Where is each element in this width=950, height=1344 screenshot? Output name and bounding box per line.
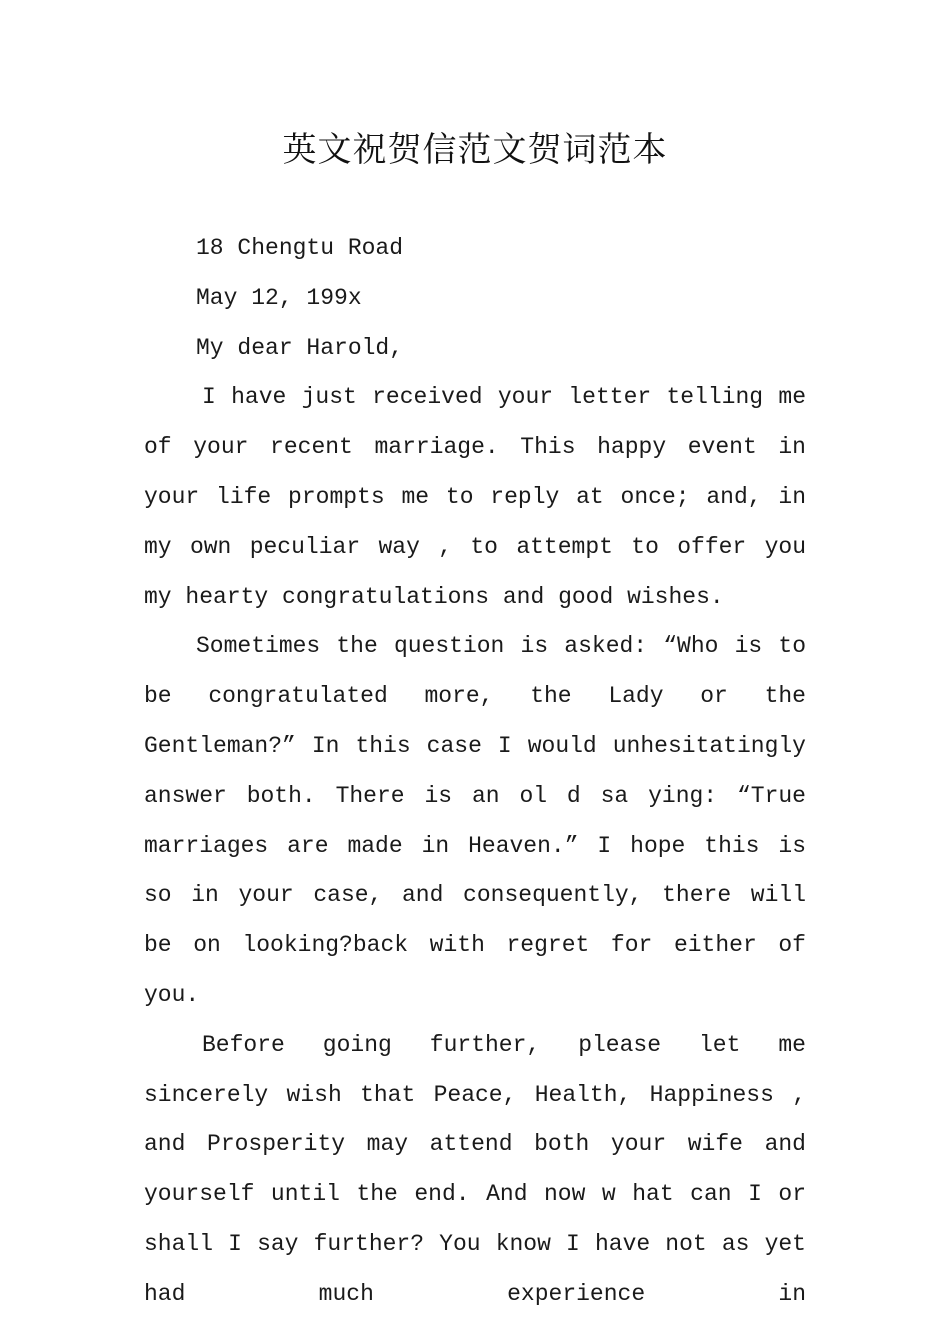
salutation: My dear Harold, (196, 334, 404, 361)
letter-body (144, 224, 806, 1320)
document-title: 英文祝贺信范文贺词范本 (282, 130, 668, 170)
paragraph-3: Before going further, please let me sincerely wish that Peace, Health, Happiness , and Prosperity may attend both your wife and yourself until the end. And now w hat can I or shall I say further? You know I have not as yet had much experience in (144, 1031, 806, 1307)
paragraph-2: Sometimes the question is asked: “Who is to be congratulated more, the Lady or the Gentleman?” In this case I would unhesitatingly answer both. There is an ol d sa ying: “True marriages are made in Heaven.” I hope this is so in your case, and consequently, there will be on looking?back with regret for either of you. (144, 633, 806, 1008)
paragraph-1: I have just received your letter telling me of your recent marriage. This happy event in your life prompts me to reply at once; and, in my own peculiar way , to attempt to offer you my hearty congratulations and good wishes. (144, 384, 806, 610)
letter-date: May 12, 199x (196, 284, 362, 311)
sender-address: 18 Chengtu Road (196, 235, 404, 261)
